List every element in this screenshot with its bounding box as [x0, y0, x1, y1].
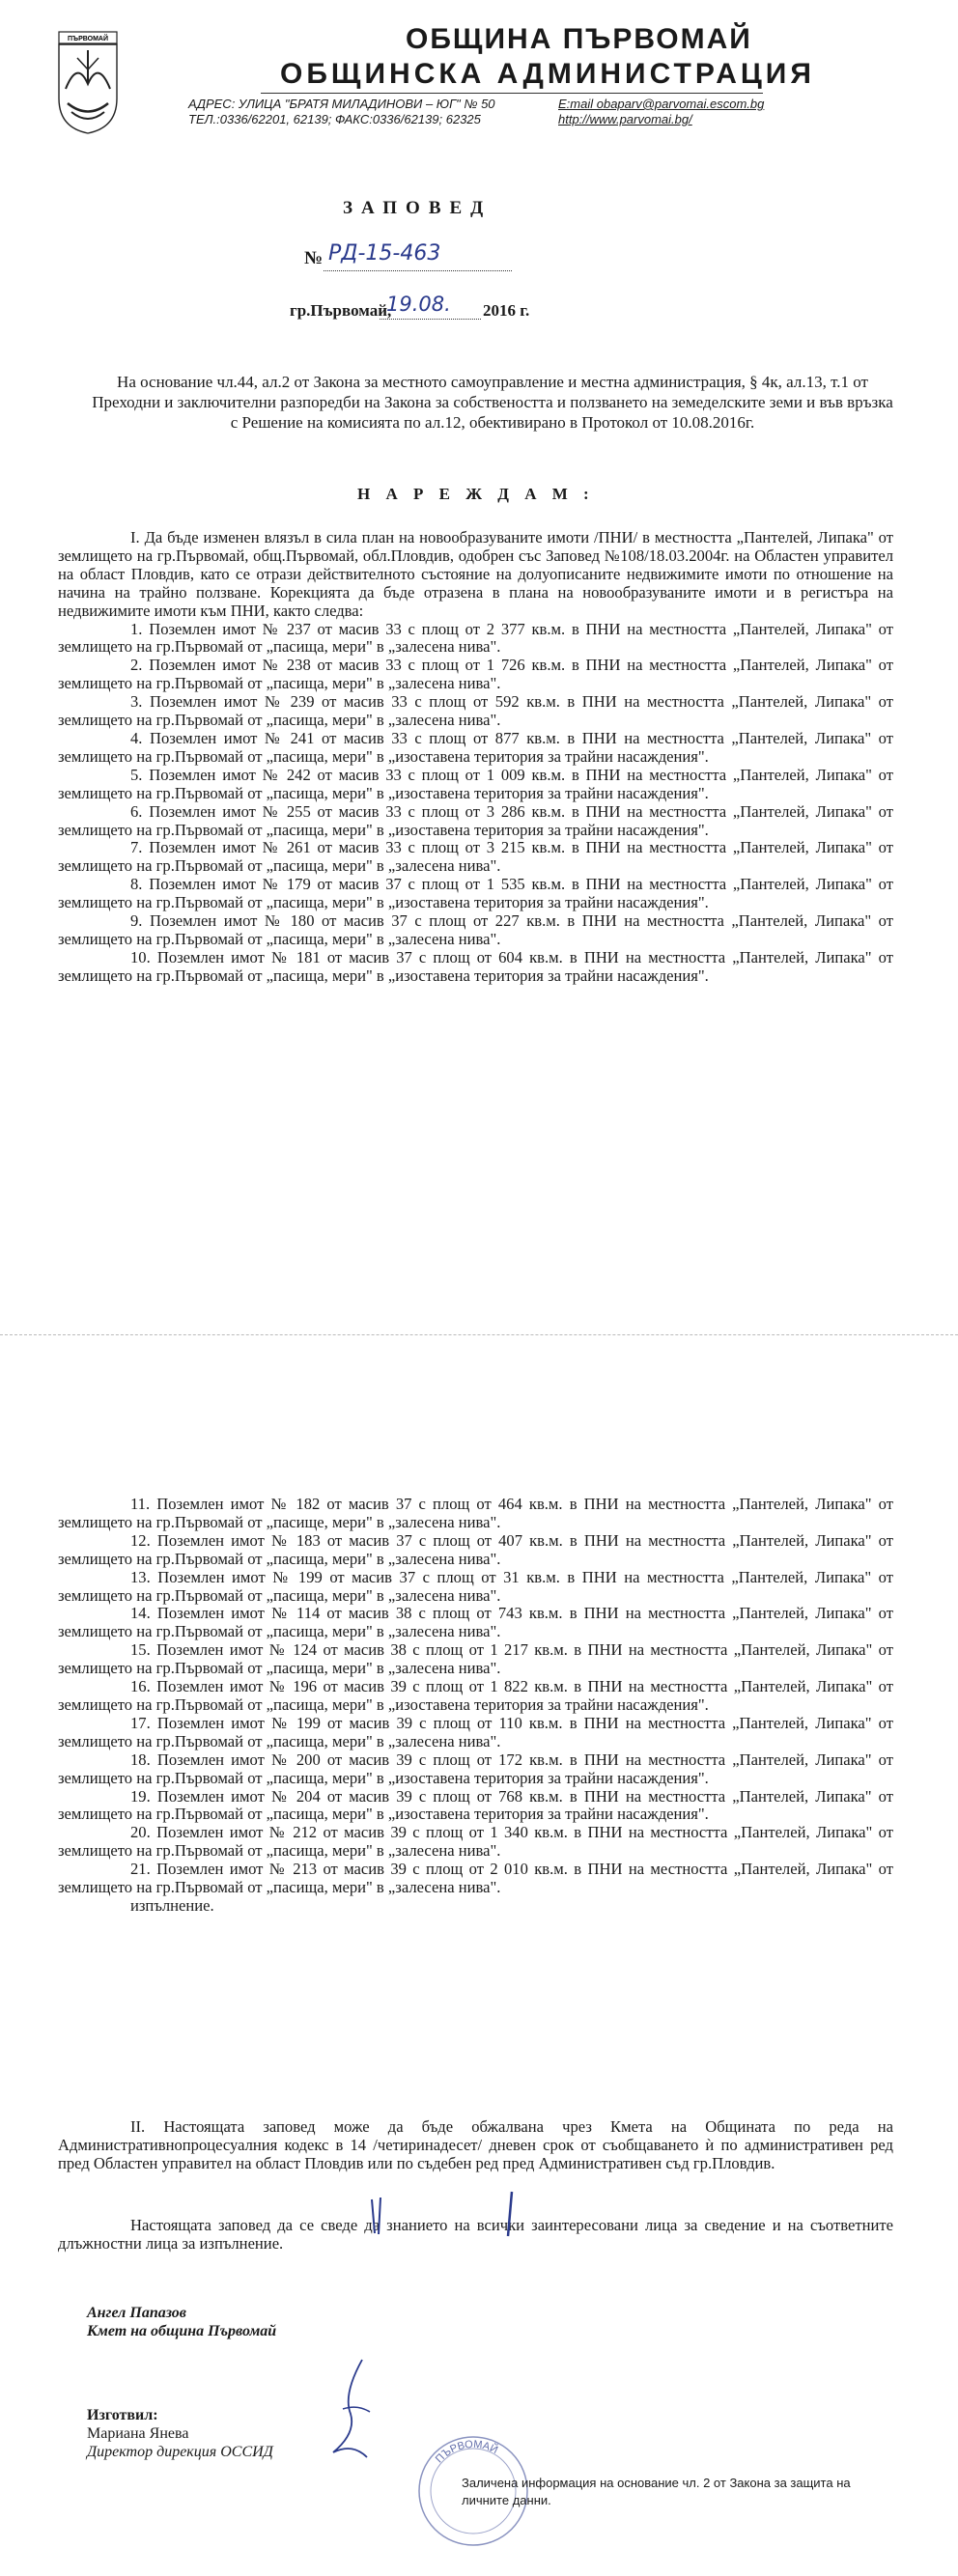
list-item: 10. Поземлен имот № 181 от масив 37 с площ от 604 кв.м. в ПНИ на местността „Пантелей, Липака" от землището на гр.Първомай от „пасища, мери" в „изоставена територия за трайни насаждения". — [58, 947, 893, 985]
signatory-name: Ангел Папазов — [87, 2305, 186, 2321]
list-item: 15. Поземлен имот № 124 от масив 38 с площ от 1 217 кв.м. в ПНИ на местността „Пантелей, Липака" от землището на гр.Първомай от „пасища, мери" в „залесена нива". — [58, 1640, 893, 1678]
prepared-by-label: Изготвил: — [87, 2407, 158, 2423]
prepared-by-name: Мариана Янева — [87, 2425, 189, 2442]
svg-text:ПЪРВОМАЙ: ПЪРВОМАЙ — [67, 36, 109, 42]
order-number-handwritten: РД-15-463 — [328, 241, 441, 266]
list-item: 1. Поземлен имот № 237 от масив 33 с площ от 2 377 кв.м. в ПНИ на местността „Пантелей, Липака" от землището на гр.Първомай от „пасища, мери" в „залесена нива". — [58, 619, 893, 657]
administration-name: ОБЩИНСКА АДМИНИСТРАЦИЯ — [280, 58, 815, 90]
section-one-trailing: изпълнение. — [130, 1895, 214, 1915]
list-item: 3. Поземлен имот № 239 от масив 33 с площ от 592 кв.м. в ПНИ на местността „Пантелей, Липака" от землището на гр.Първомай от „пасища, мери" в „залесена нива". — [58, 692, 893, 730]
order-number-label: № — [304, 248, 324, 268]
final-paragraph: Настоящата заповед да се сведе да знанието на всички заинтересовани лица за сведение и на съответните длъжностни лица за изпълнение. — [58, 2216, 893, 2253]
issue-date-line — [380, 319, 481, 320]
municipal-crest-icon — [58, 31, 118, 135]
list-item: 4. Поземлен имот № 241 от масив 33 с площ от 877 кв.м. в ПНИ на местността „Пантелей, Липака" от землището на гр.Първомай от „пасища, мери" в „изоставена територия за трайни насаждения". — [58, 728, 893, 766]
legal-basis-paragraph: На основание чл.44, ал.2 от Закона за местното самоуправление и местна администрация, § 4к, ал.13, т.1 от Преходни и заключителни разпоредби на Закона за собствеността и ползването на земеделските земи и във връзка с Решение на комисията по ал.12, обективирано в Протокол от 10.08.2016г. — [92, 373, 893, 432]
list-item: 9. Поземлен имот № 180 от масив 37 с площ от 227 кв.м. в ПНИ на местността „Пантелей, Липака" от землището на гр.Първомай от „пасища, мери" в „залесена нива". — [58, 911, 893, 948]
signatory-title: Кмет на община Първомай — [87, 2323, 277, 2339]
header-phones: ТЕЛ.:0336/62201, 62139; ФАКС:0336/62139; 62325 — [188, 112, 481, 126]
issue-date-handwritten: 19.08. — [386, 293, 451, 316]
prepared-by-position: Директор дирекция ОССИД — [87, 2444, 273, 2460]
list-item: 21. Поземлен имот № 213 от масив 39 с площ от 2 010 кв.м. в ПНИ на местността „Пантелей, Липака" от землището на гр.Първомай от „пасища, мери" в „залесена нива". — [58, 1860, 893, 1897]
prepared-by-block — [87, 2406, 273, 2461]
section-one-page1 — [58, 529, 893, 986]
list-item: 7. Поземлен имот № 261 от масив 33 с площ от 3 215 кв.м. в ПНИ на местността „Пантелей, Липака" от землището на гр.Първомай от „пасища, мери" в „залесена нива". — [58, 838, 893, 876]
list-item: 16. Поземлен имот № 196 от масив 39 с площ от 1 822 кв.м. в ПНИ на местността „Пантелей, Липака" от землището на гр.Първомай от „пасища, мери" в „изоставена територия за трайни насаждения". — [58, 1677, 893, 1714]
section-one-page2 — [58, 1496, 893, 1916]
issue-year: 2016 г. — [483, 301, 530, 320]
list-item: 17. Поземлен имот № 199 от масив 39 с площ от 110 кв.м. в ПНИ на местността „Пантелей, Липака" от землището на гр.Първомай от „пасища, мери" в „залесена нива". — [58, 1713, 893, 1750]
header-address: АДРЕС: УЛИЦА "БРАТЯ МИЛАДИНОВИ – ЮГ" № 50 — [188, 97, 495, 111]
handwritten-mark-icon — [367, 2190, 521, 2238]
svg-text:ПЪРВОМАЙ: ПЪРВОМАЙ — [433, 2438, 500, 2466]
list-item: 6. Поземлен имот № 255 от масив 33 с площ от 3 286 кв.м. в ПНИ на местността „Пантелей, Липака" от землището на гр.Първомай от „пасища, мери" в „изоставена територия за трайни насаждения". — [58, 801, 893, 839]
list-item: 13. Поземлен имот № 199 от масив 37 с площ от 31 кв.м. в ПНИ на местността „Пантелей, Липака" от землището на гр.Първомай от „пасища, мери" в „залесена нива". — [58, 1567, 893, 1605]
header-email: E:mail obaparv@parvomai.escom.bg — [558, 97, 765, 111]
list-item: 5. Поземлен имот № 242 от масив 33 с площ от 1 009 кв.м. в ПНИ на местността „Пантелей, Липака" от землището на гр.Първомай от „пасища, мери" в „изоставена територия за трайни насаждения". — [58, 765, 893, 802]
issue-city: гр.Първомай, — [290, 301, 392, 320]
list-item: 8. Поземлен имот № 179 от масив 37 с площ от 1 535 кв.м. в ПНИ на местността „Пантелей, Липака" от землището на гр.Първомай от „пасища, мери" в „изоставена територия за трайни насаждения". — [58, 875, 893, 912]
signature-icon — [314, 2356, 381, 2462]
list-item: 20. Поземлен имот № 212 от масив 39 с площ от 1 340 кв.м. в ПНИ на местността „Пантелей, Липака" от землището на гр.Първомай от „пасища, мери" в „залесена нива". — [58, 1823, 893, 1861]
municipality-name: ОБЩИНА ПЪРВОМАЙ — [406, 23, 752, 55]
page-break-divider — [0, 1334, 958, 1335]
section-one-intro: I. Да бъде изменен влязъл в сила план на новообразуваните имоти /ПНИ/ в местността „Пантелей, Липака" от землището на гр.Първомай, общ.Първомай, обл.Пловдив, одобрен със Заповед №108/18.03.2004г. на Областен управител на област Пловдив, като се отрази действителното състояние на долуописаните недвижимите имоти по отношение на начина на трайно ползване. Корекцията да бъде отразена в плана на новообразуваните имоти и в регистъра на недвижимите имоти към ПНИ, както следва: — [58, 528, 893, 620]
document-title: ЗАПОВЕД — [343, 198, 493, 218]
signatory-block — [87, 2304, 276, 2340]
order-number-line — [324, 270, 512, 271]
list-item: 14. Поземлен имот № 114 от масив 38 с площ от 743 кв.м. в ПНИ на местността „Пантелей, Липака" от землището на гр.Първомай от „пасища, мери" в „залесена нива". — [58, 1604, 893, 1641]
list-item: 12. Поземлен имот № 183 от масив 37 с площ от 407 кв.м. в ПНИ на местността „Пантелей, Липака" от землището на гр.Първомай от „пасища, мери" в „залесена нива". — [58, 1530, 893, 1568]
list-item: 19. Поземлен имот № 204 от масив 39 с площ от 768 кв.м. в ПНИ на местността „Пантелей, Липака" от землището на гр.Първомай от „пасища, мери" в „изоставена територия за трайни насаждения". — [58, 1786, 893, 1824]
header-website: http://www.parvomai.bg/ — [558, 112, 692, 126]
list-item: 11. Поземлен имот № 182 от масив 37 с площ от 464 кв.м. в ПНИ на местността „Пантелей, Липака" от землището на гр.Първомай от „пасище, мери" в „залесена нива". — [58, 1495, 893, 1531]
redaction-note: Заличена информация на основание чл. 2 от Закона за защита на личните данни. — [462, 2476, 851, 2507]
list-item: 18. Поземлен имот № 200 от масив 39 с площ от 172 кв.м. в ПНИ на местността „Пантелей, Липака" от землището на гр.Първомай от „пасища, мери" в „изоставена територия за трайни насаждения". — [58, 1750, 893, 1787]
list-item: 2. Поземлен имот № 238 от масив 33 с площ от 1 726 кв.м. в ПНИ на местността „Пантелей, Липака" от землището на гр.Първомай от „пасища, мери" в „залесена нива". — [58, 656, 893, 693]
header-divider — [261, 93, 763, 94]
section-two-appeal: II. Настоящата заповед може да бъде обжалвана чрез Кмета на Общината по реда на Административнопроцесуалния кодекс в 14 /четиринадесет/ дневен срок от съобщаването ѝ по административен ред пред Областен управител на област Пловдив или по съдебен ред пред Административен съд гр.Пловдив. — [58, 2117, 893, 2172]
order-heading: Н А Р Е Ж Д А М : — [357, 485, 595, 503]
